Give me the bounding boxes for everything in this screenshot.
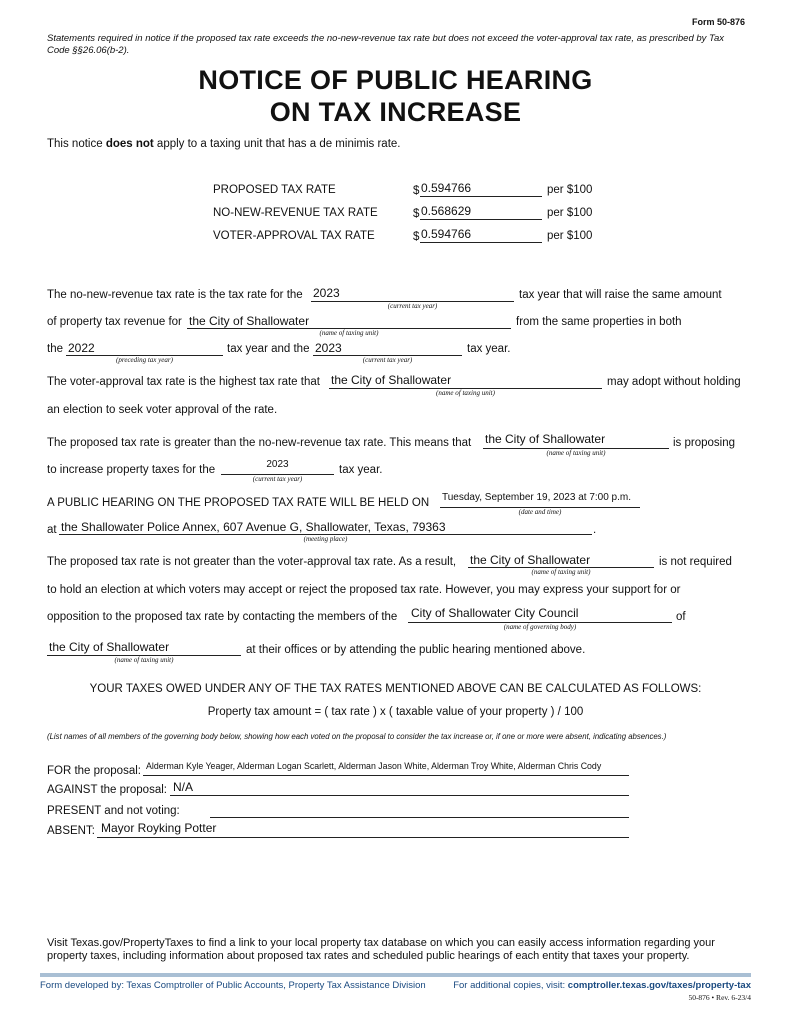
hearing-text-2: at [47, 524, 57, 536]
governing-body-value: City of Shallowater City Council [411, 606, 579, 620]
caption: (date and time) [518, 508, 562, 516]
caption: (name of taxing unit) [531, 568, 591, 576]
present-label: PRESENT and not voting: [47, 805, 180, 817]
nnr-rate-label: NO-NEW-REVENUE TAX RATE [213, 207, 378, 219]
current-tax-year-value: 2023 [313, 286, 340, 300]
p4-text-3: to hold an election at which voters may accept or reject the proposed tax rate. However, you may express your support for or [47, 584, 681, 596]
p3-text-4: tax year. [339, 464, 383, 476]
p1-text-2: tax year that will raise the same amount [519, 289, 722, 301]
absent-value: Mayor Royking Potter [101, 821, 217, 835]
calc-formula: Property tax amount = ( tax rate ) x ( taxable value of your property ) / 100 [207, 706, 584, 718]
absent-label: ABSENT: [47, 825, 95, 837]
hearing-text-1: A PUBLIC HEARING ON THE PROPOSED TAX RATE WILL BE HELD ON [47, 497, 430, 509]
caption: (name of governing body) [503, 623, 577, 631]
against-label: AGAINST the proposal: [47, 784, 167, 796]
caption: (name of taxing unit) [114, 656, 174, 664]
caption: (name of taxing unit) [436, 389, 495, 397]
footer-copies-text: For additional copies, visit: [453, 980, 568, 991]
proposed-rate-label: PROPOSED TAX RATE [213, 184, 336, 196]
deminimis-bold: does not [105, 138, 154, 150]
p1-text-1: The no-new-revenue tax rate is the tax rate for the [47, 289, 303, 301]
p1-text-3: of property tax revenue for [47, 316, 182, 328]
statutory-statement: Statements required in notice if the proposed tax rate exceeds the no-new-revenue tax rate but does not exceed the voter-approval tax rate, as prescribed by Tax Code §§26.06(b-2). [47, 33, 725, 56]
caption: (meeting place) [303, 535, 348, 543]
taxing-unit-value: the City of Shallowater [331, 373, 452, 387]
proposed-rate-line [420, 196, 542, 197]
against-value: N/A [173, 780, 194, 794]
dollar-sign: $ [413, 185, 420, 197]
caption: (current tax year) [387, 302, 438, 310]
p2-text-2: may adopt without holding [607, 376, 741, 388]
nnr-rate-value: 0.568629 [421, 204, 472, 218]
p3-text-2: is proposing [673, 437, 736, 449]
taxing-unit-value: the City of Shallowater [470, 553, 591, 567]
per-100: per $100 [547, 184, 593, 196]
form-revision: 50-876 • Rev. 6-23/4 [688, 993, 751, 1002]
p3-text-3: to increase property taxes for the [47, 464, 216, 476]
current-tax-year-value: 2023 [315, 341, 342, 355]
p4-text-6: at their offices or by attending the public hearing mentioned above. [246, 644, 586, 656]
p4-text-5: of [676, 611, 686, 623]
calc-heading: YOUR TAXES OWED UNDER ANY OF THE TAX RATES MENTIONED ABOVE CAN BE CALCULATED AS FOLLOWS: [89, 683, 702, 695]
caption: (preceding tax year) [116, 356, 173, 364]
list-note: (List names of all members of the governing body below, showing how each voted on the proposal to consider the tax increase or, if one or more were absent, indicating absences.) [47, 732, 667, 741]
p3-text-1: The proposed tax rate is greater than the no-new-revenue tax rate. This means that [47, 437, 472, 449]
dollar-sign: $ [413, 208, 420, 220]
form-number: Form 50-876 [691, 17, 745, 27]
p1-text-5: the [47, 343, 63, 355]
preceding-tax-year-value: 2022 [68, 341, 95, 355]
p1-text-4: from the same properties in both [516, 316, 682, 328]
footer-copies [453, 980, 751, 991]
taxing-unit-value: the City of Shallowater [49, 640, 170, 654]
caption: (current tax year) [362, 356, 413, 364]
nnr-rate-line [420, 219, 542, 220]
va-rate-label: VOTER-APPROVAL TAX RATE [213, 230, 375, 242]
footer-developed-by: Form developed by: Texas Comptroller of Public Accounts, Property Tax Assistance Division [40, 980, 426, 991]
hearing-date-value: Tuesday, September 19, 2023 at 7:00 p.m. [442, 492, 632, 503]
p4-text-1: The proposed tax rate is not greater than the voter-approval tax rate. As a result, [47, 556, 457, 568]
fill-line [210, 817, 629, 818]
fill-line [97, 837, 629, 838]
va-rate-value: 0.594766 [421, 227, 472, 241]
p2-text-3: an election to seek voter approval of the rate. [47, 404, 278, 416]
p2-text-1: The voter-approval tax rate is the highest tax rate that [47, 376, 320, 388]
p1-text-6: tax year and the [227, 343, 310, 355]
for-label: FOR the proposal: [47, 765, 141, 777]
current-tax-year-value: 2023 [266, 459, 289, 470]
fill-line [143, 775, 629, 776]
title-line-1: NOTICE OF PUBLIC HEARING [198, 65, 593, 95]
deminimis-pre: This notice [47, 138, 106, 150]
per-100: per $100 [547, 230, 593, 242]
caption: (name of taxing unit) [319, 329, 379, 337]
p4-text-2: is not required [659, 556, 732, 568]
deminimis-notice [47, 138, 400, 150]
proposed-rate-value: 0.594766 [421, 181, 472, 195]
p1-text-7: tax year. [467, 343, 511, 355]
for-value: Alderman Kyle Yeager, Alderman Logan Scarlett, Alderman Jason White, Alderman Troy White, Alderman Chris Cody [146, 761, 602, 771]
dollar-sign: $ [413, 231, 420, 243]
taxing-unit-value: the City of Shallowater [485, 432, 606, 446]
caption: (current tax year) [252, 475, 303, 483]
deminimis-post: apply to a taxing unit that has a de minimis rate. [153, 138, 401, 150]
taxing-unit-value: the City of Shallowater [189, 314, 310, 328]
visit-notice: Visit Texas.gov/PropertyTaxes to find a link to your local property tax database on which you can easily access information regarding your property taxes, including information about proposed tax rates and scheduled public hearings of each entity that taxes your property. [47, 937, 715, 962]
per-100: per $100 [547, 207, 593, 219]
page-title [0, 64, 791, 128]
footer-rule [40, 973, 751, 977]
title-line-2: ON TAX INCREASE [269, 97, 522, 127]
hearing-period: . [593, 524, 597, 536]
p4-text-4: opposition to the proposed tax rate by contacting the members of the [47, 611, 398, 623]
footer-copies-link[interactable]: comptroller.texas.gov/taxes/property-tax [567, 980, 751, 991]
fill-line [170, 795, 629, 796]
va-rate-line [420, 242, 542, 243]
meeting-place-value: the Shallowater Police Annex, 607 Avenue G, Shallowater, Texas, 79363 [61, 520, 446, 534]
caption: (name of taxing unit) [546, 449, 606, 457]
